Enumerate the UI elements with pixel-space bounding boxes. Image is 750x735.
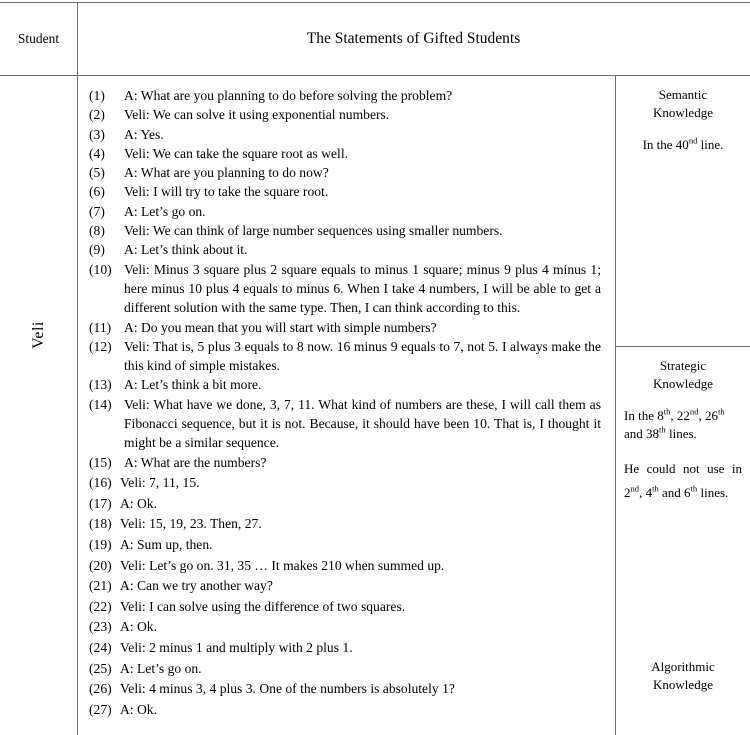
annotation-strategic-knowledge [616,347,750,647]
header-student-label: Student [17,30,60,46]
statement-row [89,617,601,638]
annotation-semantic-knowledge [616,76,750,346]
statement-text: Veli: What have we done, 3, 7, 11. What kind of numbers are these, I will call them as Fibonacci sequence, but it is not. Because, it should have been 10. That is, I thought it might be a similar sequence. [124,396,601,451]
annotation-body-not-used [624,457,742,505]
strategic-used-mid-3: and 38 [624,425,660,441]
statement-number: (11) [89,319,112,335]
statement-number: (27) [89,701,112,717]
statement-row [89,514,601,535]
statement-row [89,576,601,597]
statement-row [89,679,601,700]
statement-text: Veli: I will try to take the square root. [124,184,329,200]
annotation-title-line1: Semantic [658,87,708,102]
strategic-notused-ordinal-1: nd [630,483,640,494]
statement-number: (23) [89,619,112,635]
statement-number: (17) [89,495,112,511]
statement-number: (5) [89,165,105,181]
annotation-title [624,357,742,392]
statement-text: Veli: We can take the square root as well. [124,145,349,161]
statement-row [89,144,601,163]
statement-row [89,535,601,556]
statement-number: (13) [89,377,112,393]
statement-text: A: Can we try another way? [120,578,273,594]
header-cell-student [0,2,77,75]
strategic-used-mid-2: , 26 [698,408,718,423]
strategic-used-ordinal-2: nd [689,406,699,417]
statement-text: Veli: 2 minus 1 and multiply with 2 plus 1. [120,639,353,655]
student-name-cell [0,76,77,735]
strategic-used-ordinal-3: th [717,406,725,417]
statement-text: A: What are you planning to do before solving the problem? [124,88,453,103]
statement-text: A: What are the numbers? [124,454,267,470]
statement-number: (7) [89,203,105,219]
statement-text: Veli: 15, 19, 23. Then, 27. [120,516,262,532]
statement-row [89,240,601,259]
strategic-notused-ordinal-2: th [652,483,659,494]
statement-number: (22) [89,598,112,614]
statement-text: A: Let’s go on. [124,203,206,219]
statement-row [89,125,601,144]
statement-number: (19) [89,537,112,553]
strategic-notused-mid-1: , 4 [639,485,653,500]
header-cell-statements [77,2,750,75]
statement-row [89,453,601,474]
semantic-line-suffix: line. [697,137,724,152]
statement-number: (16) [89,475,112,491]
strategic-used-ordinal-4: th [659,424,666,435]
statement-number: (26) [89,681,112,697]
statement-number: (6) [89,184,105,200]
statement-row [89,700,601,721]
annotation-body-used [624,407,742,442]
statement-row [89,221,601,240]
statement-text: A: Let’s think a bit more. [124,377,262,393]
statement-number: (2) [89,107,105,123]
strategic-used-mid-1: , 22 [670,408,690,423]
statement-row [89,163,601,182]
statement-text: A: Ok. [120,619,158,635]
statement-row [89,202,601,221]
statement-text: A: Do you mean that you will start with simple numbers? [124,319,437,335]
statement-text: A: What are you planning to do now? [124,165,329,181]
statement-text: Veli: Let’s go on. 31, 35 … It makes 210 when summed up. [120,557,445,573]
statement-row [89,375,601,394]
semantic-line-ordinal: nd [688,135,698,146]
statement-number: (10) [89,261,112,277]
statement-number: (4) [89,145,105,161]
statement-text: A: Let’s think about it. [124,242,248,258]
statement-number: (14) [89,396,112,412]
semantic-line-prefix: In the 40 [642,137,689,152]
annotation-title-line1: Strategic [659,358,707,373]
statement-number: (25) [89,660,112,676]
statement-text: A: Sum up, then. [120,537,213,553]
statements-list [78,76,615,735]
statement-text: A: Ok. [120,701,158,717]
header-statements-label: The Statements of Gifted Students [306,29,521,47]
strategic-used-ordinal-1: th [663,406,671,417]
annotation-title-line2: Knowledge [653,104,713,120]
annotation-algorithmic-knowledge [616,648,750,735]
statement-row [89,638,601,659]
statement-number: (9) [89,242,105,258]
statement-number: (8) [89,223,105,239]
statement-row [89,86,601,105]
statement-row [89,494,601,515]
student-name-vertical-label: Veli [29,321,47,349]
statement-number: (15) [89,454,112,470]
statement-text: A: Let’s go on. [120,660,202,676]
statement-text: Veli: 4 minus 3, 4 plus 3. One of the numbers is absolutely 1? [120,681,455,697]
strategic-notused-suffix: lines. [697,485,729,500]
statement-text: A: Ok. [120,495,158,511]
statement-row [89,105,601,124]
statement-text: Veli: That is, 5 plus 3 equals to 8 now. 16 minus 9 equals to 7, not 5. I always make the this kind of simple mistakes. [124,338,601,374]
statement-number: (18) [89,516,112,532]
statement-text: Veli: We can think of large number sequences using smaller numbers. [124,223,503,239]
statement-number: (1) [89,88,105,103]
statement-row [89,659,601,680]
strategic-used-suffix: lines. [665,425,697,441]
statement-row [89,597,601,618]
annotation-title-line2: Knowledge [653,375,713,391]
statement-text: Veli: We can solve it using exponential numbers. [124,107,390,123]
strategic-notused-ordinal-3: th [690,483,698,494]
statement-number: (3) [89,126,105,142]
statement-number: (12) [89,338,112,354]
statement-number: (24) [89,639,112,655]
annotation-body [624,136,742,154]
strategic-used-prefix: In the 8 [624,408,664,423]
statement-text: A: Yes. [124,126,164,142]
statement-number: (21) [89,578,112,594]
statement-row [89,395,601,453]
statement-number: (20) [89,557,112,573]
annotation-title [624,86,742,121]
statement-row [89,182,601,201]
statement-text: Veli: Minus 3 square plus 2 square equals to minus 1 square; minus 9 plus 4 minus 1; here minus 10 plus 4 equals to minus 6. When I take 4 numbers, I will be able to get a different solution with the same type. Then, I can think according to this. [124,261,601,316]
annotation-title [624,658,742,693]
statement-row [89,318,601,337]
statement-text: Veli: 7, 11, 15. [120,475,200,491]
strategic-notused-prefix: He could not use in 2 [624,461,742,500]
statement-row [89,260,601,318]
statement-row [89,556,601,577]
statement-row [89,337,601,376]
annotation-title-line2: Knowledge [653,676,713,692]
statement-row [89,473,601,494]
annotation-title-line1: Algorithmic [651,659,715,674]
strategic-notused-mid-2: and 6 [658,485,691,500]
statement-text: Veli: I can solve using the difference of two squares. [120,598,406,614]
